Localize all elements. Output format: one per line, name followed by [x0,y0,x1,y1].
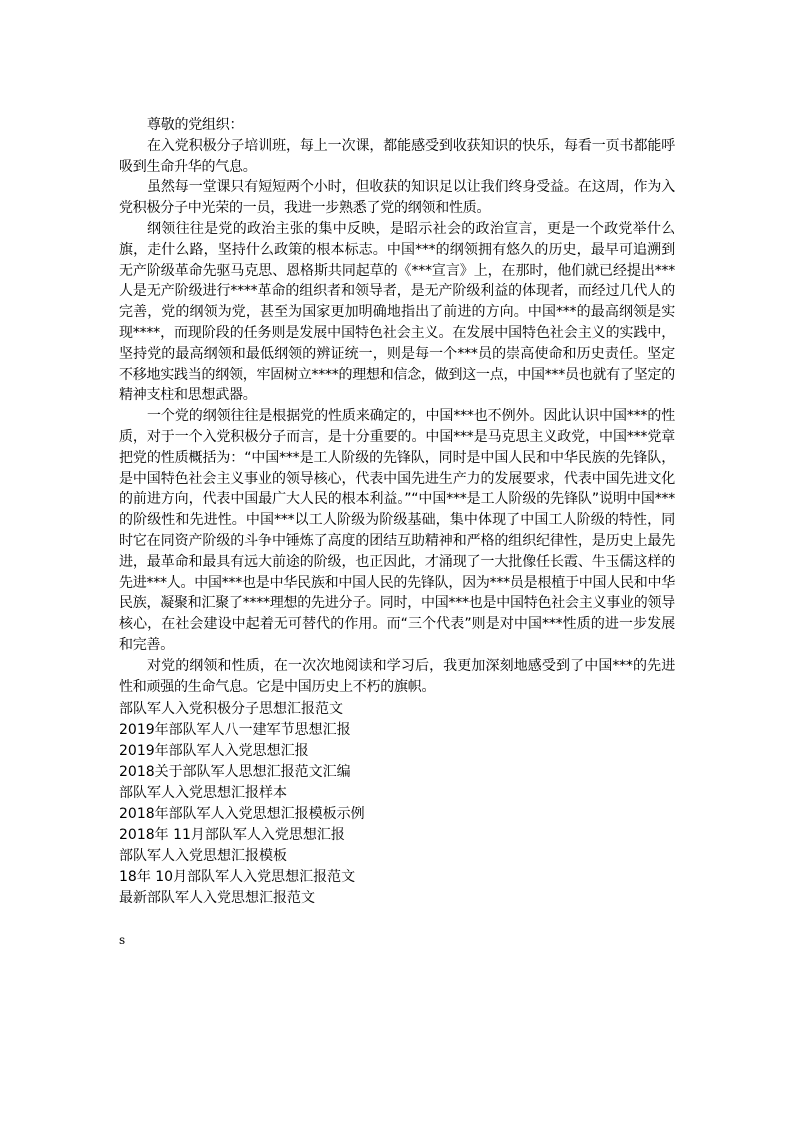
related-link[interactable]: 部队军人入党积极分子思想汇报范文 [119,701,343,717]
paragraph-5: 对党的纲领和性质，在一次次地阅读和学习后，我更加深刻地感受到了中国***的先进性和顽强的生命气息。它是中国历史上不朽的旗帜。 [119,657,675,695]
related-link[interactable]: 2018关于部队军人思想汇报范文汇编 [119,764,351,780]
salutation: 尊敬的党组织： [147,117,244,133]
related-link[interactable]: 部队军人入党思想汇报样本 [119,785,287,801]
related-link[interactable]: 2018年部队军人入党思想汇报模板示例 [119,806,365,822]
footer-mark: s [119,933,126,947]
document-body [119,115,675,697]
related-link[interactable]: 最新部队军人入党思想汇报范文 [119,890,315,906]
paragraph-2: 虽然每一堂课只有短短两个小时，但收获的知识足以让我们终身受益。在这周，作为入党积极分子中光荣的一员，我进一步熟悉了党的纲领和性质。 [119,179,675,217]
paragraph-4: 一个党的纲领往往是根据党的性质来确定的，中国***也不例外。因此认识中国***的性质，对于一个入党积极分子而言，是十分重要的。中国***是马克思主义政党，中国***党章把党的性质概括为：“中国***是工人阶级的先锋队，同时是中国人民和中华民族的先锋队，是中国特色社会主义事业的领导核心，代表中国先进生产力的发展要求，代表中国先进文化的前进方向，代表中国最广大人民的根本利益。”“中国***是工人阶级的先锋队”说明中国***的阶级性和先进性。中国***以工人阶级为阶级基础，集中体现了中国工人阶级的特性，同时它在同资产阶级的斗争中锤炼了高度的团结互助精神和严格的组织纪律性，是历史上最先进，最革命和最具有远大前途的阶级，也正因此，才涌现了一大批像任长霞、牛玉儒这样的先进***人。中国***也是中华民族和中国人民的先锋队，因为***员是根植于中国人民和中华民族，凝聚和汇聚了****理想的先进分子。同时，中国***也是中国特色社会主义事业的领导核心，在社会建设中起着无可替代的作用。而“三个代表”则是对中国***性质的进一步发展和完善。 [119,408,675,653]
paragraph-3: 纲领往往是党的政治主张的集中反映，是昭示社会的政治宣言，更是一个政党举什么旗，走什么路，坚持什么政策的根本标志。中国***的纲领拥有悠久的历史，最早可追溯到无产阶级革命先驱马克思、恩格斯共同起草的《***宣言》上，在那时，他们就已经提出***人是无产阶级进行****革命的组织者和领导者，是无产阶级利益的体现者，而经过几代人的完善，党的纲领为党，甚至为国家更加明确地指出了前进的方向。中国***的最高纲领是实现****，而现阶段的任务则是发展中国特色社会主义。在发展中国特色社会主义的实践中，坚持党的最高纲领和最低纲领的辨证统一，则是每一个***员的崇高使命和历史责任。坚定不移地实践当的纲领，牢固树立****的理想和信念，做到这一点，中国***员也就有了坚定的精神支柱和思想武器。 [119,220,675,404]
related-link[interactable]: 18年 10月部队军人入党思想汇报范文 [119,869,356,885]
related-link[interactable]: 部队军人入党思想汇报模板 [119,848,287,864]
related-links-list [119,699,675,909]
related-link[interactable]: 2018年 11月部队军人入党思想汇报 [119,827,345,843]
related-link[interactable]: 2019年部队军人八一建军节思想汇报 [119,722,351,738]
related-link[interactable]: 2019年部队军人入党思想汇报 [119,743,309,759]
paragraph-1: 在入党积极分子培训班，每上一次课，都能感受到收获知识的快乐，每看一页书都能呼吸到生命升华的气息。 [119,137,675,175]
